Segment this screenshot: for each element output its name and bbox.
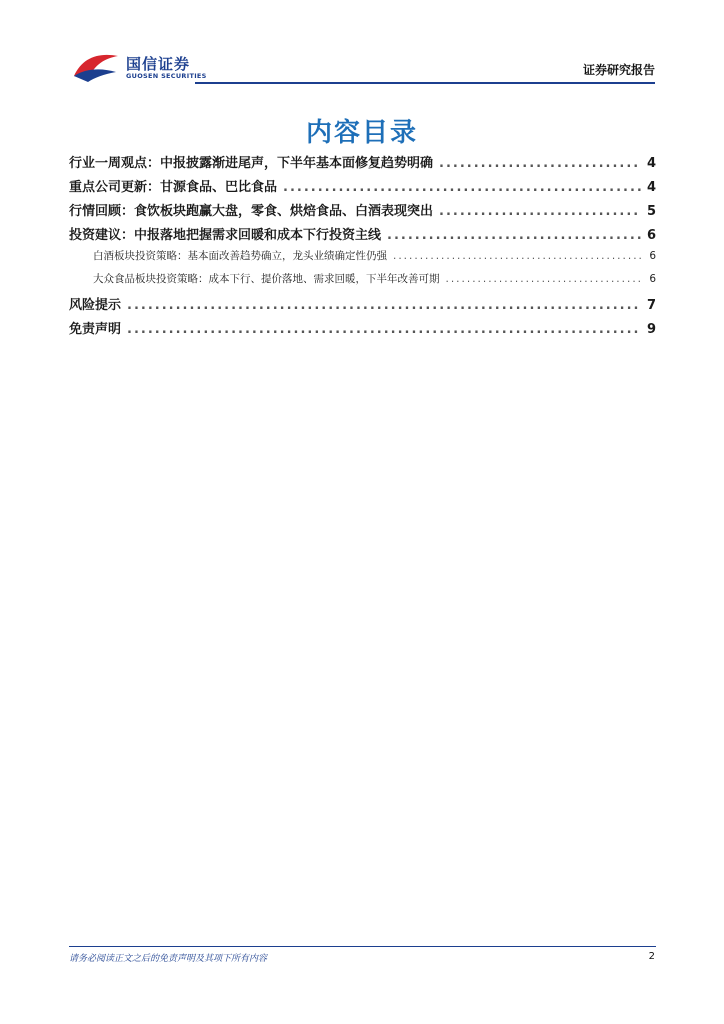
toc-entry[interactable] [69, 200, 656, 224]
toc-entry-page: 7 [646, 298, 656, 313]
table-of-contents [69, 152, 656, 342]
toc-leader-dots [387, 228, 641, 243]
toc-entry[interactable] [69, 224, 656, 248]
toc-entry-text: 行业一周观点：中报披露渐进尾声，下半年基本面修复趋势明确 [69, 156, 434, 171]
header-divider [195, 82, 655, 84]
report-type-label: 证券研究报告 [582, 63, 655, 77]
toc-entry-text: 投资建议：中报落地把握需求回暖和成本下行投资主线 [69, 228, 382, 243]
toc-subentry[interactable] [69, 248, 656, 271]
toc-entry[interactable] [69, 294, 656, 318]
toc-entry-page: 6 [649, 273, 656, 285]
toc-leader-dots [127, 322, 641, 337]
toc-entry-page: 5 [646, 204, 656, 219]
toc-entry[interactable] [69, 176, 656, 200]
toc-leader-dots [127, 298, 641, 313]
toc-entry-text: 白酒板块投资策略：基本面改善趋势确立，龙头业绩确定性仍强 [93, 250, 387, 262]
toc-entry-text: 风险提示 [69, 298, 122, 313]
page-number: 2 [648, 951, 655, 962]
toc-entry-page: 4 [646, 156, 656, 171]
toc-entry-page: 4 [646, 180, 656, 195]
toc-entry-text: 重点公司更新：甘源食品、巴比食品 [69, 180, 278, 195]
footer-divider [69, 946, 656, 947]
toc-leader-dots [283, 180, 641, 195]
toc-entry-page: 6 [649, 250, 656, 262]
footer-disclaimer: 请务必阅读正文之后的免责声明及其项下所有内容 [69, 954, 268, 964]
toc-leader-dots [393, 250, 643, 262]
toc-leader-dots [439, 204, 641, 219]
page-header [0, 0, 724, 90]
toc-entry-text: 免责声明 [69, 322, 122, 337]
toc-title: 内容目录 [305, 118, 418, 148]
toc-entry-text: 大众食品板块投资策略：成本下行、提价落地、需求回暖，下半年改善可期 [93, 273, 440, 285]
toc-leader-dots [446, 273, 644, 285]
logo-text-cn: 国信证券 [126, 55, 191, 73]
logo-text-en: GUOSEN SECURITIES [126, 72, 207, 80]
toc-entry[interactable] [69, 152, 656, 176]
toc-leader-dots [439, 156, 641, 171]
toc-entry[interactable] [69, 318, 656, 342]
guosen-logo-icon [72, 50, 120, 84]
toc-entry-page: 9 [646, 322, 656, 337]
toc-subentry[interactable] [69, 271, 656, 294]
toc-entry-page: 6 [646, 228, 656, 243]
toc-entry-text: 行情回顾：食饮板块跑赢大盘，零食、烘焙食品、白酒表现突出 [69, 204, 434, 219]
